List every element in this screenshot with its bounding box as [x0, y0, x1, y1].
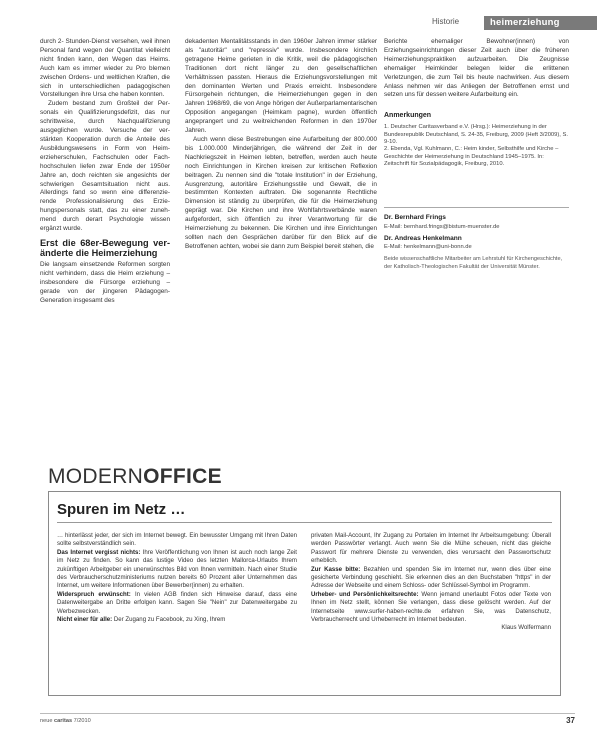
article-column-2 [185, 38, 377, 252]
lead-in: Nicht einer für alle: [57, 616, 113, 624]
publication-issue: 7/2010 [73, 718, 91, 724]
author-name: Dr. Bernhard Frings [384, 213, 446, 221]
publication-prefix: neue [40, 718, 53, 724]
body-text: In vielen AGB finden sich Hinweise darauf, dass eine Datenweitergabe an Dritte erfolgen kann. Sagen Sie "Nein" zur Datenweitergabe zu Werbezwecken. [57, 590, 297, 615]
page-header [0, 16, 606, 30]
paragraph [57, 616, 297, 624]
article-column-1 [40, 38, 170, 305]
lead-in: Zur Kasse bitte: [311, 565, 361, 573]
paragraph: Die langsam einsetzende Reformen sorgten nicht verhindern, dass die Heim erziehung – insbesondere die Fürsorge erziehung – gerade von der jüngeren Pädagogen-Generation insgesamt des [40, 260, 170, 304]
publication-brand: caritas [54, 718, 73, 724]
page-footer [40, 713, 575, 725]
title-part: OFFICE [143, 465, 222, 488]
article-column-3 [384, 38, 569, 271]
title-part: MODERN [48, 465, 144, 488]
page-number: 37 [566, 716, 575, 725]
lead-in: Urheber- und Persönlichkeitsrechte: [311, 590, 419, 598]
paragraph: privaten Mail-Account, Ihr Zugang zu Portalen im Internet Ihr Arbeitsumgebung: Überall werden Passwörter verlangt. Auch wenn Sie die Mühe scheuen, nicht das gleiche Passwort für mehrere Dienste zu verwenden, dies verursacht den Passwortschutz erheblich. [311, 532, 551, 565]
author-note: Beide wissenschaftliche Mitarbeiter am Lehrstuhl für Kirchengeschichte, der Katholisch-Theologischen Fakultät der Universität Münster. [384, 256, 563, 270]
publication-line [40, 718, 91, 724]
paragraph [57, 591, 297, 616]
note-item: 1. Deutscher Caritasverband e.V. (Hrsg.): Heimerziehung in der Bundesrepublik Deutschland, S. 24-35, Freiburg, 2009 (Heft 3/2009), S. 9-10. [384, 124, 568, 146]
author-email: E-Mail: henkelmann@uni-bonn.de [384, 244, 472, 251]
paragraph [311, 591, 551, 625]
box-title: Spuren im Netz … [57, 501, 186, 518]
paragraph: Auch wenn diese Bestrebungen eine Aufarbeitung der 800.000 bis 1.000.000 Minderjährigen, die während der Zeit in der Nachkriegszeit in Heimen lebten, betreffen, werden auch heute noch Einrichtungen in Kirchen kreisen zur kritischen Reflexion beitragen. Zu nennen sind die "totale Institution" in der Erziehung, Ausgrenzung, autoritäre Erziehungsstile und Gewalt, die in bestimmten Kontexten auftraten. Die sogenannte Rechtliche Dimension ist ständig zu überprüfen, die für die Heimerziehung geprägt war. Die Kirchen und ihre Wohlfahrtsverbände waren aufgefordert, sich öffentlich zu ihrer Verantwortung für die Heimerziehung zu bekennen. Die Kirchen und ihre Einrichtungen sollten nach den Gesprächen darüber für den Blick auf die Betroffenen achten, wobei sie dann zum Beispiel bereit stehen, die [185, 135, 377, 250]
body-text: Ihre Veröffentlichung von Ihnen ist auch noch lange Zeit im Netz zu finden. So kann das lustige Video des letzten Mallorca-Urlaubs Ihrem zukünftigen Arbeitgeber ein unerwünschtes Bild von Ihnen vermitteln. Nach einer Studie des Verbraucherschutzministeriums nutzen bereits 60 Prozent aller Unternehmen das Internet, um weitere Informationen über Bewerber(innen) zu erhalten. [57, 548, 297, 590]
author-name: Dr. Andreas Henkelmann [384, 234, 462, 242]
paragraph: Zudem bestand zum Großteil der Per sonals ein Qualifizierungsdefizit, das nur schrittweise, durch Nachqualifizierung ausgeglichen wurde. Versuche der ver stärkten Kooperation durch die Anteile des Ausbildungswesens in Form von Heim erzieherschulen, Fachschulen oder Fach hochschulen liefen zwar Ende der 1950er Jahre an, doch reichten sie angesichts der schwierigen Gesamtsituation nicht aus. Allerdings fand so wenn eine differenzie rende Professionalisierung des Erzie hungspersonals statt, das zu einer zuneh mend durch derart Psychologie wissen ergänzt wurde. [40, 100, 170, 233]
lead-in: Das Internet vergisst nichts: [57, 548, 141, 556]
divider [57, 522, 552, 523]
body-text: Wenn jemand unerlaubt Fotos oder Texte von Ihnen im Netz stellt, können Sie verlangen, dass diese gelöscht werden. Auf der Internetseite www.surfer-haben-rechte.de erfahren Sie, was Datenschutz, Verbraucherrecht und Urheberrecht im Internet bedeuten. [311, 590, 551, 624]
body-text: Der Zugang zu Facebook, zu Xing, Ihrem [113, 616, 226, 624]
section-label: Historie [432, 17, 460, 26]
box-column-1 [57, 532, 297, 624]
article-subheading: Erst die 68er-Bewegung ver änderte die Heimerziehung [40, 237, 170, 258]
body-text: Bezahlen und spenden Sie im Internet nur, wenn dies über eine gesicherte Verbindung geschieht. Sie erkennen dies an den Buchstaben "https" in der Adresse der Webseite und einem Schloss- oder Schlüssel-Symbol im Programm. [311, 565, 551, 590]
signature: Klaus Wolfermann [501, 624, 551, 632]
notes-heading: Anmerkungen [384, 112, 432, 120]
paragraph [57, 549, 297, 591]
modern-office-title [48, 465, 222, 489]
author-email: E-Mail: bernhard.frings@bistum-muenster.de [384, 223, 500, 230]
note-item: 2. Ebenda, Vgl. Kuhlmann, C.: Heim kinder, Selbsthilfe und Kirche – Geschichte der Heimerziehung in Deutschland 1945–1975. In: Zeitschrift für Sozialpädagogik, Freiburg, 2010. [384, 146, 559, 168]
paragraph [311, 566, 551, 591]
divider [384, 207, 569, 208]
topic-tag: heimerziehung [484, 16, 597, 30]
info-box [48, 491, 561, 696]
paragraph: durch 2- Stunden-Dienst versehen, weil ihnen Personal fand wegen der Quantitat vielleicht nicht finden kann, den Wegen das Heims. Auch kam es immer wieder zu Pro blemen zwischen Ordens- und weltlichen Kraften, die sich in unterschiedlichen padagogischen Vorstellungen ihre Ursa che haben konnten. [40, 38, 170, 99]
paragraph: dekadenten Mentalitätsstands in den 1960er Jahren immer stärker als "autoritär" und "repressiv" wurde. Insbesondere kirchlich getragene Heime gerieten in die Kritik, weil die pädagogischen Traditionen dort nicht länger zu den gesellschaftlichen Verhältnissen passten. Hieraus die Erziehungsvorstellungen mit den dominanten Werten und Praxis erreicht. Insbesondere Fürsorgehein richtungen, die Heimerziehungen gegen in den Jahren 1968/69, die von Ange hörigen der Außerparlamentarischen Opposition angegangen (Heimkam pagne), wurden öffentlich angeprangert und zu weitreichenden Reformen in den 1970er Jahren. [185, 38, 377, 135]
paragraph: … hinterlässt jeder, der sich im Internet bewegt. Ein bewusster Umgang mit Ihren Daten sollte selbstverständlich sein. [57, 532, 297, 548]
box-column-2 [311, 532, 551, 633]
lead-in: Widerspruch erwünscht: [57, 590, 131, 598]
paragraph: Berichte ehemaliger Bewohner(innen) von Erziehungseinrichtungen dieser Zeit auch über die früheren Heimerziehungspraktiken aufzuarbeiten. Die Zeugnisse ehemaliger Heimkinder belegen leider die erlittenen Verletzungen, die zum Teil bis heute nachwirken. Aus diesem Anlass nehmen wir das Anliegen der Betroffenen ernst und setzen uns für dessen weitere Aufarbeitung ein. [384, 38, 569, 99]
